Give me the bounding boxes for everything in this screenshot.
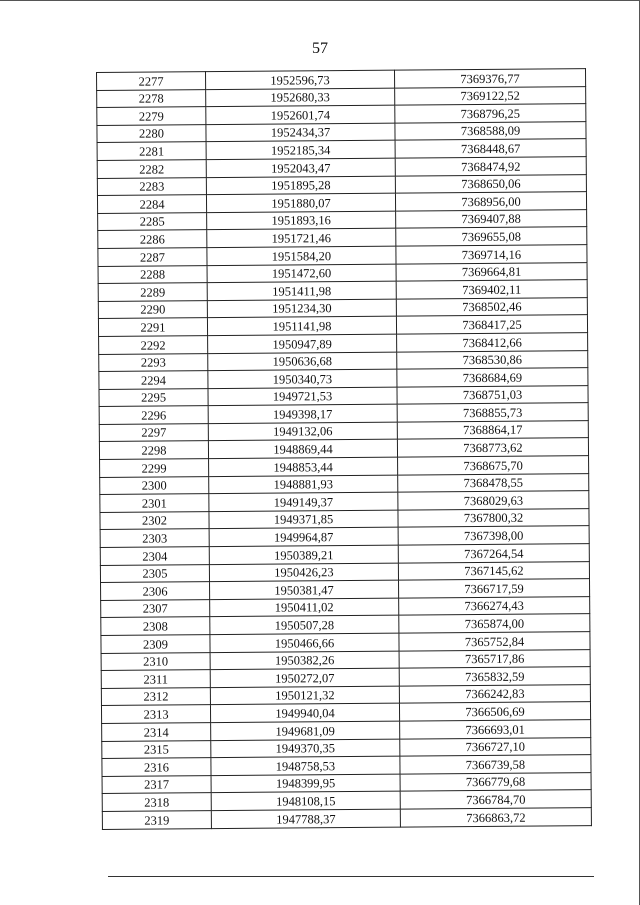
x-coordinate-cell: 1951472,60 xyxy=(207,264,396,283)
point-number-cell: 2277 xyxy=(97,72,206,90)
y-coordinate-cell: 7368956,00 xyxy=(395,192,586,211)
point-number-cell: 2301 xyxy=(100,494,209,512)
y-coordinate-cell: 7367398,00 xyxy=(398,526,589,545)
y-coordinate-cell: 7366274,43 xyxy=(399,596,590,615)
y-coordinate-cell: 7368448,67 xyxy=(395,139,586,158)
table-row xyxy=(102,808,591,829)
x-coordinate-cell: 1952434,37 xyxy=(206,123,395,142)
x-coordinate-cell: 1949398,17 xyxy=(208,404,397,423)
y-coordinate-cell: 7367145,62 xyxy=(398,561,589,580)
point-number-cell: 2281 xyxy=(97,142,206,160)
y-coordinate-cell: 7369407,88 xyxy=(396,209,587,228)
page-number: 57 xyxy=(312,40,328,57)
x-coordinate-cell: 1951895,28 xyxy=(206,176,395,195)
y-coordinate-cell: 7366739,58 xyxy=(400,755,591,774)
y-coordinate-cell: 7366779,68 xyxy=(400,772,591,791)
point-number-cell: 2278 xyxy=(97,89,206,107)
x-coordinate-cell: 1951234,30 xyxy=(207,299,396,318)
page-bottom-rule xyxy=(108,876,594,877)
point-number-cell: 2309 xyxy=(101,635,210,653)
x-coordinate-cell: 1952601,74 xyxy=(206,105,395,124)
point-number-cell: 2298 xyxy=(99,441,208,459)
point-number-cell: 2310 xyxy=(101,652,210,670)
point-number-cell: 2313 xyxy=(101,705,210,723)
y-coordinate-cell: 7368855,73 xyxy=(397,403,588,422)
x-coordinate-cell: 1952043,47 xyxy=(206,158,395,177)
x-coordinate-cell: 1951411,98 xyxy=(207,281,396,300)
y-coordinate-cell: 7368773,62 xyxy=(397,438,588,457)
point-number-cell: 2289 xyxy=(98,283,207,301)
x-coordinate-cell: 1948108,15 xyxy=(211,791,400,810)
point-number-cell: 2292 xyxy=(99,336,208,354)
x-coordinate-cell: 1950381,47 xyxy=(210,580,399,599)
y-coordinate-cell: 7369714,16 xyxy=(396,245,587,264)
point-number-cell: 2287 xyxy=(98,248,207,266)
y-coordinate-cell: 7368588,09 xyxy=(395,121,586,140)
y-coordinate-cell: 7368751,03 xyxy=(397,385,588,404)
x-coordinate-cell: 1949132,06 xyxy=(208,422,397,441)
y-coordinate-cell: 7366727,10 xyxy=(400,737,591,756)
point-number-cell: 2319 xyxy=(102,811,211,829)
y-coordinate-cell: 7368530,86 xyxy=(397,350,588,369)
x-coordinate-cell: 1952596,73 xyxy=(206,70,395,89)
point-number-cell: 2283 xyxy=(97,177,206,195)
x-coordinate-cell: 1950382,26 xyxy=(210,651,399,670)
point-number-cell: 2315 xyxy=(102,740,211,758)
y-coordinate-cell: 7366717,59 xyxy=(399,579,590,598)
y-coordinate-cell: 7368474,92 xyxy=(395,157,586,176)
y-coordinate-cell: 7369122,52 xyxy=(395,86,586,105)
y-coordinate-cell: 7365752,84 xyxy=(399,632,590,651)
point-number-cell: 2306 xyxy=(101,582,210,600)
x-coordinate-cell: 1950507,28 xyxy=(210,616,399,635)
y-coordinate-cell: 7365717,86 xyxy=(399,649,590,668)
point-number-cell: 2316 xyxy=(102,758,211,776)
point-number-cell: 2288 xyxy=(98,265,207,283)
y-coordinate-cell: 7365832,59 xyxy=(399,667,590,686)
x-coordinate-cell: 1949370,35 xyxy=(211,739,400,758)
x-coordinate-cell: 1951721,46 xyxy=(207,228,396,247)
x-coordinate-cell: 1950272,07 xyxy=(210,668,399,687)
x-coordinate-cell: 1951893,16 xyxy=(207,211,396,230)
point-number-cell: 2291 xyxy=(98,318,207,336)
point-number-cell: 2305 xyxy=(100,564,209,582)
x-coordinate-cell: 1948399,95 xyxy=(211,774,400,793)
x-coordinate-cell: 1950466,66 xyxy=(210,633,399,652)
x-coordinate-cell: 1950636,68 xyxy=(208,352,397,371)
x-coordinate-cell: 1952185,34 xyxy=(206,141,395,160)
y-coordinate-cell: 7366693,01 xyxy=(400,720,591,739)
point-number-cell: 2295 xyxy=(99,388,208,406)
x-coordinate-cell: 1951880,07 xyxy=(206,193,395,212)
y-coordinate-cell: 7368478,55 xyxy=(398,473,589,492)
y-coordinate-cell: 7368796,25 xyxy=(395,104,586,123)
page-top-edge xyxy=(0,0,640,1)
x-coordinate-cell: 1949721,53 xyxy=(208,387,397,406)
x-coordinate-cell: 1950121,32 xyxy=(210,686,399,705)
point-number-cell: 2312 xyxy=(101,687,210,705)
point-number-cell: 2284 xyxy=(97,195,206,213)
point-number-cell: 2299 xyxy=(100,459,209,477)
coordinates-table-body xyxy=(97,69,592,829)
point-number-cell: 2285 xyxy=(98,212,207,230)
point-number-cell: 2314 xyxy=(102,723,211,741)
x-coordinate-cell: 1951141,98 xyxy=(207,316,396,335)
y-coordinate-cell: 7369376,77 xyxy=(394,69,585,88)
point-number-cell: 2318 xyxy=(102,793,211,811)
x-coordinate-cell: 1950389,21 xyxy=(209,545,398,564)
y-coordinate-cell: 7368675,70 xyxy=(398,456,589,475)
x-coordinate-cell: 1948869,44 xyxy=(208,440,397,459)
point-number-cell: 2304 xyxy=(100,547,209,565)
y-coordinate-cell: 7366784,70 xyxy=(400,790,591,809)
x-coordinate-cell: 1949681,09 xyxy=(211,721,400,740)
y-coordinate-cell: 7368502,46 xyxy=(396,297,587,316)
point-number-cell: 2311 xyxy=(101,670,210,688)
y-coordinate-cell: 7366506,69 xyxy=(399,702,590,721)
point-number-cell: 2302 xyxy=(100,511,209,529)
y-coordinate-cell: 7368864,17 xyxy=(397,421,588,440)
point-number-cell: 2317 xyxy=(102,775,211,793)
point-number-cell: 2279 xyxy=(97,107,206,125)
y-coordinate-cell: 7367800,32 xyxy=(398,508,589,527)
point-number-cell: 2296 xyxy=(99,406,208,424)
y-coordinate-cell: 7368412,66 xyxy=(397,333,588,352)
y-coordinate-cell: 7368684,69 xyxy=(397,368,588,387)
x-coordinate-cell: 1948853,44 xyxy=(209,457,398,476)
x-coordinate-cell: 1950340,73 xyxy=(208,369,397,388)
y-coordinate-cell: 7369402,11 xyxy=(396,280,587,299)
x-coordinate-cell: 1950411,02 xyxy=(210,598,399,617)
x-coordinate-cell: 1948881,93 xyxy=(209,475,398,494)
point-number-cell: 2303 xyxy=(100,529,209,547)
point-number-cell: 2300 xyxy=(100,476,209,494)
y-coordinate-cell: 7366863,72 xyxy=(400,808,591,827)
y-coordinate-cell: 7367264,54 xyxy=(398,544,589,563)
point-number-cell: 2286 xyxy=(98,230,207,248)
point-number-cell: 2280 xyxy=(97,124,206,142)
point-number-cell: 2294 xyxy=(99,371,208,389)
y-coordinate-cell: 7369655,08 xyxy=(396,227,587,246)
y-coordinate-cell: 7368650,06 xyxy=(395,174,586,193)
x-coordinate-cell: 1950947,89 xyxy=(208,334,397,353)
y-coordinate-cell: 7368417,25 xyxy=(396,315,587,334)
x-coordinate-cell: 1949940,04 xyxy=(210,704,399,723)
point-number-cell: 2282 xyxy=(97,160,206,178)
point-number-cell: 2307 xyxy=(101,599,210,617)
x-coordinate-cell: 1949371,85 xyxy=(209,510,398,529)
x-coordinate-cell: 1952680,33 xyxy=(206,88,395,107)
y-coordinate-cell: 7365874,00 xyxy=(399,614,590,633)
y-coordinate-cell: 7368029,63 xyxy=(398,491,589,510)
x-coordinate-cell: 1949964,87 xyxy=(209,528,398,547)
point-number-cell: 2308 xyxy=(101,617,210,635)
x-coordinate-cell: 1948758,53 xyxy=(211,756,400,775)
x-coordinate-cell: 1950426,23 xyxy=(209,563,398,582)
y-coordinate-cell: 7366242,83 xyxy=(399,684,590,703)
point-number-cell: 2293 xyxy=(99,353,208,371)
x-coordinate-cell: 1947788,37 xyxy=(211,809,400,828)
y-coordinate-cell: 7369664,81 xyxy=(396,262,587,281)
x-coordinate-cell: 1951584,20 xyxy=(207,246,396,265)
point-number-cell: 2290 xyxy=(98,300,207,318)
point-number-cell: 2297 xyxy=(99,424,208,442)
x-coordinate-cell: 1949149,37 xyxy=(209,492,398,511)
coordinates-table xyxy=(96,68,592,829)
